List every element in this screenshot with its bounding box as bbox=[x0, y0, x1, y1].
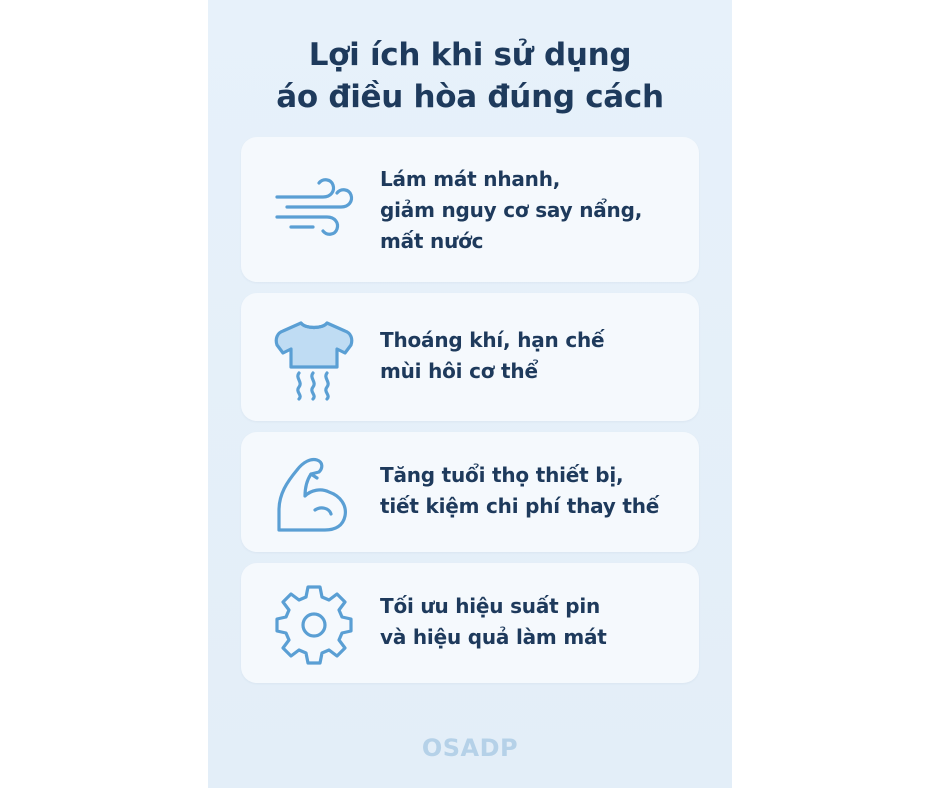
benefit-line: Tăng tuổi thọ thiết bị, bbox=[380, 463, 624, 487]
benefit-line: Thoáng khí, hạn chế bbox=[380, 328, 605, 352]
benefit-line: mất nước bbox=[380, 229, 484, 253]
benefit-text bbox=[380, 325, 685, 387]
benefit-line: giảm nguy cơ say nẩng, bbox=[380, 198, 643, 222]
benefit-line: tiết kiệm chi phí thay thế bbox=[380, 494, 660, 518]
benefit-text bbox=[380, 591, 685, 653]
title-line-2: áo điều hòa đúng cách bbox=[276, 79, 664, 115]
benefit-line: và hiệu quả làm mát bbox=[380, 625, 607, 649]
benefit-card-performance bbox=[241, 563, 699, 683]
page-title bbox=[208, 34, 732, 118]
poster bbox=[208, 0, 732, 788]
wind-icon bbox=[271, 167, 357, 253]
benefit-line: Lám mát nhanh, bbox=[380, 167, 561, 191]
benefit-card-breathable bbox=[241, 293, 699, 421]
brand-logo: OSADP bbox=[421, 734, 519, 762]
benefit-card-durability bbox=[241, 432, 699, 552]
gear-icon bbox=[271, 581, 357, 667]
benefit-line: Tối ưu hiệu suất pin bbox=[380, 594, 601, 618]
flexed-arm-icon bbox=[271, 450, 357, 536]
benefit-text bbox=[380, 460, 685, 522]
title-line-1: Lợi ích khi sử dụng bbox=[308, 37, 632, 73]
benefit-card-cooling bbox=[241, 137, 699, 282]
benefit-text bbox=[380, 164, 685, 257]
benefit-line: mùi hôi cơ thể bbox=[380, 359, 538, 383]
shirt-icon bbox=[271, 315, 357, 401]
